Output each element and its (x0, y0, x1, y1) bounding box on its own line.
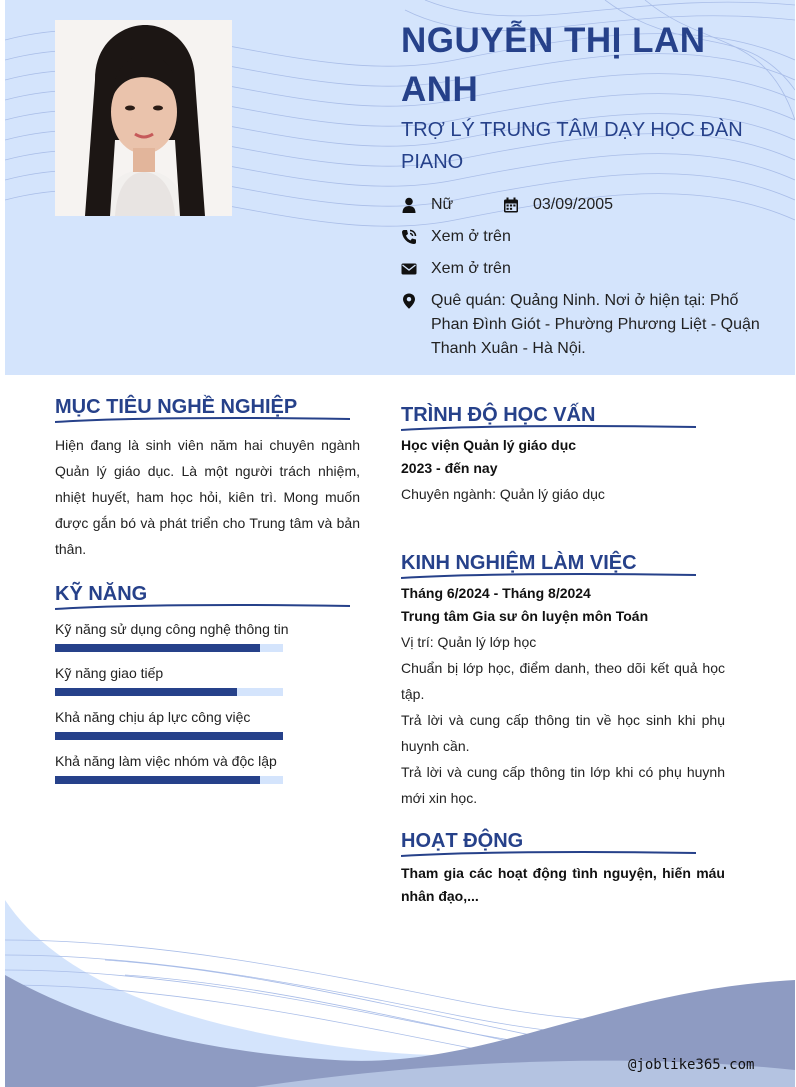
skill-level-bar (55, 644, 283, 652)
education-period: 2023 - đến nay (401, 460, 498, 476)
skill-item (55, 708, 285, 748)
activities-text: Tham gia các hoạt động tình nguyện, hiến máu nhân đạo,... (401, 865, 725, 904)
candidate-job-title: TRỢ LÝ TRUNG TÂM DẠY HỌC ĐÀN PIANO (401, 119, 743, 173)
skill-item (55, 752, 285, 792)
objective-title: MỤC TIÊU NGHỀ NGHIỆP (55, 396, 298, 418)
footer-watermark: @joblike365.com (628, 1057, 755, 1073)
experience-task: Trả lời và cung cấp thông tin lớp khi có phụ huynh mới xin học. (401, 764, 725, 806)
skill-label: Kỹ năng giao tiếp (55, 665, 164, 681)
experience-task: Trả lời và cung cấp thông tin về học sinh khi phụ huynh cần. (401, 712, 725, 754)
skill-level-fill (55, 644, 260, 652)
skill-level-bar (55, 776, 283, 784)
envelope-icon (401, 261, 417, 277)
skill-item (55, 664, 285, 704)
gender-value: Nữ (431, 196, 454, 213)
education-underline (401, 424, 696, 432)
phone-icon (401, 229, 417, 245)
candidate-name: NGUYỄN THỊ LAN ANH (401, 21, 706, 109)
map-pin-icon (401, 293, 417, 309)
phone-value: Xem ở trên (431, 228, 511, 245)
footer-waves (5, 880, 795, 1087)
objective-underline (55, 416, 350, 424)
cv-header (5, 0, 795, 375)
dob-value: 03/09/2005 (533, 196, 614, 213)
education-title: TRÌNH ĐỘ HỌC VẤN (401, 404, 596, 426)
activities-underline (401, 850, 696, 858)
skill-level-bar (55, 688, 283, 696)
experience-title: KINH NGHIỆM LÀM VIỆC (401, 552, 637, 574)
address-row (401, 289, 761, 363)
education-school: Học viện Quản lý giáo dục (401, 437, 577, 453)
skill-level-fill (55, 776, 260, 784)
experience-position: Vị trí: Quản lý lớp học (401, 634, 537, 650)
calendar-icon (503, 197, 519, 213)
skill-label: Khả năng làm việc nhóm và độc lập (55, 753, 277, 769)
activities-title: HOẠT ĐỘNG (401, 830, 524, 852)
skill-item (55, 620, 289, 660)
skill-level-fill (55, 732, 283, 740)
skills-title: KỸ NĂNG (55, 583, 148, 605)
experience-period: Tháng 6/2024 - Tháng 8/2024 (401, 585, 591, 601)
skill-label: Khả năng chịu áp lực công việc (55, 709, 251, 725)
objective-text: Hiện đang là sinh viên năm hai chuyên ngành Quản lý giáo dục. Là một người trách nhiệm, nhiệt huyết, ham học hỏi, kiên trì. Mong muốn được gắn bó và phát triển cho Trung tâm và bản thân. (55, 437, 360, 557)
cv-page (5, 0, 795, 1087)
profile-photo (55, 20, 232, 216)
skill-label: Kỹ năng sử dụng công nghệ thông tin (55, 621, 289, 637)
experience-company: Trung tâm Gia sư ôn luyện môn Toán (401, 608, 649, 624)
email-value: Xem ở trên (431, 260, 511, 277)
skill-level-fill (55, 688, 237, 696)
experience-underline (401, 572, 696, 580)
address-value: Quê quán: Quảng Ninh. Nơi ở hiện tại: Phố Phan Đình Giót - Phường Phương Liệt - Quận Thanh Xuân - Hà Nội. (431, 292, 760, 357)
skill-level-bar (55, 732, 283, 740)
education-major: Chuyên ngành: Quản lý giáo dục (401, 486, 605, 502)
user-icon (401, 197, 417, 213)
skills-underline (55, 603, 350, 611)
experience-task: Chuẩn bị lớp học, điểm danh, theo dõi kết quả học tập. (401, 660, 725, 702)
